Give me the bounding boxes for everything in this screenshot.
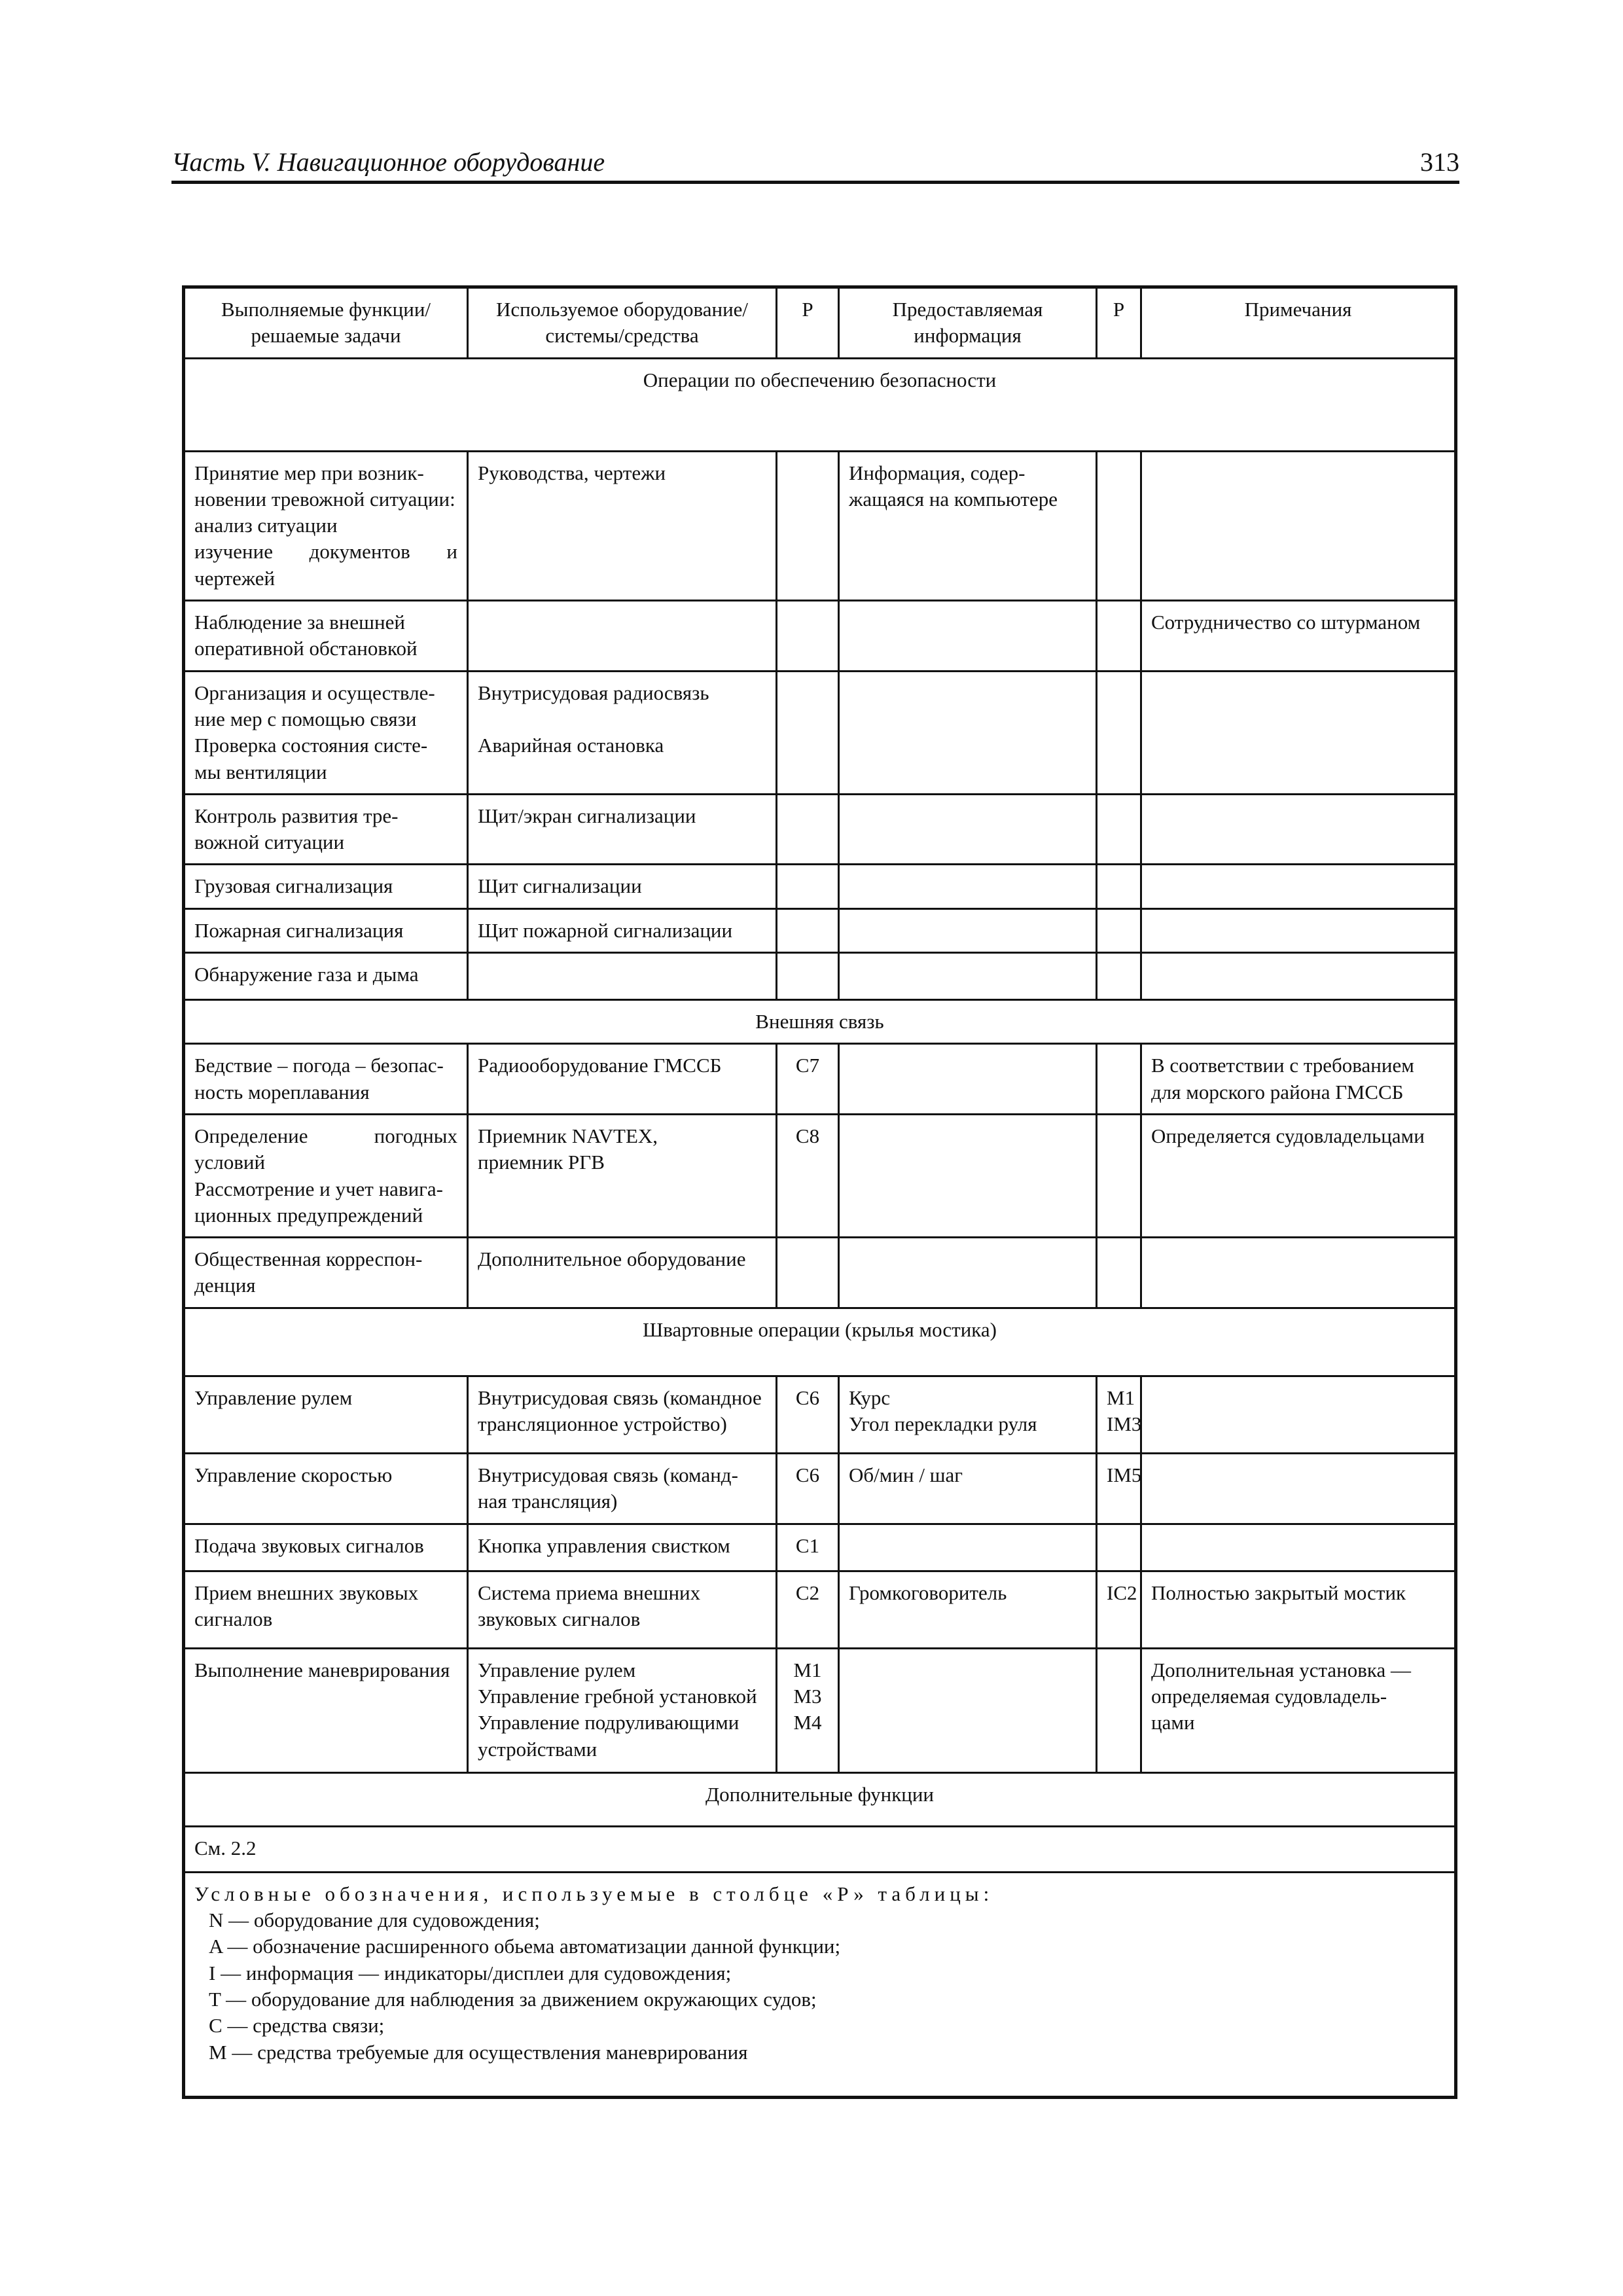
equipment-cell (468, 794, 777, 865)
cell-line: Полностью закрытый мостик (1151, 1581, 1406, 1604)
cell-line: Определение погодных условий (194, 1124, 457, 1174)
equipment-cell (468, 1453, 777, 1524)
cell-line: Дополнительное оборудование (478, 1247, 746, 1271)
information-cell (839, 1524, 1097, 1571)
equipment-cell (468, 451, 777, 600)
information-cell (839, 1648, 1097, 1772)
information-cell (839, 1571, 1097, 1648)
p-equipment-cell (777, 1571, 839, 1648)
p-information-cell (1097, 1114, 1141, 1237)
cell-line: ность мореплавания (194, 1080, 370, 1103)
note-cell (1141, 865, 1456, 908)
reference-row (184, 1826, 1456, 1872)
legend-item: C — средства связи; (209, 2014, 385, 2037)
section-mooring-title: Швартовные операции (крылья мостика) (184, 1308, 1456, 1376)
table-row (184, 794, 1456, 865)
section-additional-title: Дополнительные функции (184, 1772, 1456, 1826)
cell-line: жащаяся на компьютере (849, 487, 1058, 511)
function-cell (184, 671, 468, 794)
function-cell (184, 1114, 468, 1237)
table-row (184, 953, 1456, 1000)
p-information-cell (1097, 908, 1141, 952)
cell-line: Контроль развития тре- (194, 804, 399, 827)
equipment-cell (468, 1114, 777, 1237)
cell-line: Информация, содер- (849, 461, 1026, 484)
cell-line: Организация и осуществле- (194, 681, 435, 704)
information-cell (839, 953, 1097, 1000)
cell-line: Управление скоростью (194, 1463, 393, 1486)
note-cell (1141, 1238, 1456, 1308)
cell-line: Внутрисудовая радиосвязь (478, 681, 709, 704)
header-functions (184, 287, 468, 359)
note-cell (1141, 451, 1456, 600)
information-cell (839, 1114, 1097, 1237)
note-cell (1141, 1524, 1456, 1571)
p-equipment-cell (777, 1044, 839, 1115)
function-cell (184, 1453, 468, 1524)
table-row (184, 1114, 1456, 1237)
header-p-equipment (777, 287, 839, 359)
cell-line: Прием внешних звуковых (194, 1581, 419, 1604)
p-equipment-cell (777, 1453, 839, 1524)
cell-line: Бедствие – погода – безопас- (194, 1054, 444, 1077)
table-row (184, 1238, 1456, 1308)
information-cell (839, 1376, 1097, 1453)
p-information-cell (1097, 601, 1141, 672)
cell-line: Управление рулем (194, 1386, 353, 1409)
function-cell (184, 1648, 468, 1772)
note-cell (1141, 1114, 1456, 1237)
function-cell (184, 1044, 468, 1115)
section-additional (184, 1772, 1456, 1826)
cell-line: ная трансляция) (478, 1490, 618, 1513)
cell-line: Система приема внешних (478, 1581, 701, 1604)
cell-line: ционных предупреждений (194, 1203, 423, 1227)
table-body (184, 358, 1456, 2097)
legend-item: M — средства требуемые для осуществления маневрирования (209, 2040, 748, 2064)
cell-line: Внутрисудовая связь (команд- (478, 1463, 738, 1486)
section-mooring (184, 1308, 1456, 1376)
header-p-information (1097, 287, 1141, 359)
note-cell (1141, 601, 1456, 672)
p-information-cell (1097, 1648, 1141, 1772)
p-equipment-cell (777, 601, 839, 672)
p-information-cell (1097, 1524, 1141, 1571)
cell-line: Примечания (1244, 298, 1352, 321)
header-equipment (468, 287, 777, 359)
cell-line: Проверка состояния систе- (194, 734, 428, 757)
cell-line: анализ ситуации (194, 514, 338, 537)
cell-line: Щит пожарной сигнализации (478, 918, 733, 942)
legend (184, 1872, 1456, 2097)
note-cell (1141, 908, 1456, 952)
section-safety (184, 358, 1456, 451)
legend-title: Условные обозначения, используемые в столбце «Р» таблицы: (194, 1882, 994, 1905)
note-cell (1141, 1571, 1456, 1648)
equipment-cell (468, 865, 777, 908)
legend-item: T — оборудование для наблюдения за движением окружающих судов; (209, 1987, 817, 2011)
legend-item: I — информация — индикаторы/дисплеи для судовождения; (209, 1961, 732, 1984)
table-row (184, 1453, 1456, 1524)
cell-line: Определяется судовладельцами (1151, 1124, 1425, 1147)
cell-line: C1 (795, 1534, 820, 1557)
table-row (184, 601, 1456, 672)
cell-line: изучение документов и чертежей (194, 540, 457, 590)
function-cell (184, 865, 468, 908)
cell-line: Внутрисудовая связь (командное (478, 1386, 762, 1409)
equipment-cell (468, 953, 777, 1000)
note-cell (1141, 1376, 1456, 1453)
cell-line: C6 (795, 1463, 820, 1486)
note-cell (1141, 1648, 1456, 1772)
cell-line: устройствами (478, 1737, 597, 1761)
cell-line: Выполняемые функции/ (221, 298, 431, 321)
cell-line: информация (914, 324, 1022, 348)
cell-line: Аварийная остановка (478, 734, 664, 757)
cell-line: Сотрудничество со штурманом (1151, 611, 1421, 634)
equipment-cell (468, 1376, 777, 1453)
information-cell (839, 794, 1097, 865)
cell-line: цами (1151, 1711, 1195, 1734)
cell-line: Обнаружение газа и дыма (194, 963, 419, 986)
table-row (184, 671, 1456, 794)
p-information-cell (1097, 953, 1141, 1000)
cell-line: P (1113, 298, 1125, 321)
cell-line: Щит/экран сигнализации (478, 804, 696, 827)
p-equipment-cell (777, 865, 839, 908)
information-cell (839, 1044, 1097, 1115)
section-safety-title: Операции по обеспечению безопасности (184, 358, 1456, 451)
p-information-cell (1097, 1044, 1141, 1115)
cell-line: Дополнительная установка — (1151, 1658, 1412, 1681)
information-cell (839, 671, 1097, 794)
p-equipment-cell (777, 1376, 839, 1453)
p-information-cell (1097, 1571, 1141, 1648)
p-equipment-cell (777, 1524, 839, 1571)
legend-list (194, 1907, 1445, 2066)
p-information-cell (1097, 671, 1141, 794)
information-cell (839, 865, 1097, 908)
cell-line: ние мер с помощью связи (194, 707, 417, 730)
equipment-cell (468, 1648, 777, 1772)
cell-line: Выполнение маневрирования (194, 1658, 450, 1681)
equipment-cell (468, 1571, 777, 1648)
header-information (839, 287, 1097, 359)
table-row (184, 865, 1456, 908)
function-cell (184, 1524, 468, 1571)
table-row (184, 1376, 1456, 1453)
p-information-cell (1097, 1238, 1141, 1308)
p-equipment-cell (777, 953, 839, 1000)
p-equipment-cell (777, 1114, 839, 1237)
p-equipment-cell (777, 671, 839, 794)
cell-line: трансляционное устройство) (478, 1412, 727, 1436)
function-cell (184, 1376, 468, 1453)
navigation-functions-table (182, 285, 1457, 2099)
information-cell (839, 908, 1097, 952)
cell-line: M3 (793, 1685, 822, 1708)
p-information-cell (1097, 794, 1141, 865)
function-cell (184, 451, 468, 600)
cell-line: Принятие мер при возник- (194, 461, 424, 484)
function-cell (184, 1238, 468, 1308)
information-cell (839, 1238, 1097, 1308)
cell-line: Руководства, чертежи (478, 461, 666, 484)
section-external (184, 1000, 1456, 1044)
cell-line: звуковых сигналов (478, 1607, 641, 1631)
note-cell (1141, 1453, 1456, 1524)
cell-line: Подача звуковых сигналов (194, 1534, 424, 1557)
cell-line: Управление гребной установкой (478, 1685, 757, 1708)
p-equipment-cell (777, 794, 839, 865)
p-information-cell (1097, 1453, 1141, 1524)
cell-line: Управление подруливающими (478, 1711, 740, 1734)
cell-line: Общественная корреспон- (194, 1247, 423, 1271)
cell-line: Об/мин / шаг (849, 1463, 963, 1486)
equipment-cell (468, 1524, 777, 1571)
table-header-row (184, 287, 1456, 359)
section-external-title: Внешняя связь (184, 1000, 1456, 1044)
p-information-cell (1097, 451, 1141, 600)
note-cell (1141, 1044, 1456, 1115)
equipment-cell (468, 671, 777, 794)
note-cell (1141, 794, 1456, 865)
equipment-cell (468, 1238, 777, 1308)
page-number: 313 (1420, 147, 1459, 177)
cell-line: В соответствии с требованием (1151, 1054, 1414, 1077)
legend-row (184, 1872, 1456, 2097)
cell-line: определяемая судовладель- (1151, 1685, 1387, 1708)
cell-line: мы вентиляции (194, 760, 327, 783)
cell-line: сигналов (194, 1607, 273, 1631)
note-cell (1141, 953, 1456, 1000)
legend-item: A — обозначение расширенного обьема автоматизации данной функции; (209, 1935, 841, 1958)
cell-line: новении тревожной ситуации: (194, 487, 455, 511)
information-cell (839, 601, 1097, 672)
function-cell (184, 908, 468, 952)
cell-line: Кнопка управления свистком (478, 1534, 730, 1557)
table-row (184, 1044, 1456, 1115)
function-cell (184, 1571, 468, 1648)
cell-line: вожной ситуации (194, 831, 345, 854)
p-information-cell (1097, 1376, 1141, 1453)
cell-line: денция (194, 1274, 256, 1297)
p-equipment-cell (777, 451, 839, 600)
p-equipment-cell (777, 1238, 839, 1308)
cell-line: Пожарная сигнализация (194, 918, 404, 942)
cell-line: Предоставляемая (892, 298, 1043, 321)
cell-line: оперативной обстановкой (194, 637, 418, 660)
table-row (184, 1648, 1456, 1772)
function-cell (184, 794, 468, 865)
cell-line: M1 (793, 1658, 822, 1681)
equipment-cell (468, 908, 777, 952)
note-cell (1141, 671, 1456, 794)
header-notes (1141, 287, 1456, 359)
cell-line: Приемник NAVTEX, (478, 1124, 658, 1147)
function-cell (184, 601, 468, 672)
cell-line: C6 (795, 1386, 820, 1409)
function-cell (184, 953, 468, 1000)
information-cell (839, 1453, 1097, 1524)
cell-line: решаемые задачи (251, 324, 401, 348)
cell-line: M4 (793, 1711, 822, 1734)
p-equipment-cell (777, 1648, 839, 1772)
cell-line: C8 (795, 1124, 820, 1147)
running-title: Часть V. Навигационное оборудование (171, 147, 605, 177)
cell-line: системы/средства (545, 324, 699, 348)
cell-line: Щит сигнализации (478, 874, 642, 898)
cell-line: Используемое оборудование/ (495, 298, 749, 321)
see-reference: См. 2.2 (184, 1826, 1456, 1872)
legend-item: N — оборудование для судовождения; (209, 1909, 540, 1932)
information-cell (839, 451, 1097, 600)
cell-line: Радиооборудование ГМССБ (478, 1054, 722, 1077)
cell-line: C7 (795, 1054, 820, 1077)
cell-line: Рассмотрение и учет навига- (194, 1177, 443, 1200)
cell-line: приемник РГВ (478, 1151, 605, 1174)
p-information-cell (1097, 865, 1141, 908)
equipment-cell (468, 1044, 777, 1115)
cell-line: C2 (795, 1581, 820, 1604)
table-row (184, 1571, 1456, 1648)
cell-line: IM3 (1107, 1412, 1142, 1436)
page-header (171, 143, 1459, 184)
cell-line: M1 (1107, 1386, 1135, 1409)
cell-line: IC2 (1107, 1581, 1137, 1604)
cell-line (478, 706, 766, 732)
cell-line: для морского района ГМССБ (1151, 1080, 1404, 1103)
table-row (184, 1524, 1456, 1571)
cell-line: Громкоговоритель (849, 1581, 1007, 1604)
cell-line: P (802, 298, 813, 321)
equipment-cell (468, 601, 777, 672)
cell-line: Наблюдение за внешней (194, 611, 405, 634)
cell-line: IM5 (1107, 1463, 1142, 1486)
cell-line: Грузовая сигнализация (194, 874, 393, 898)
cell-line: Курс (849, 1386, 891, 1409)
cell-line: Управление рулем (478, 1658, 636, 1681)
table-row (184, 451, 1456, 600)
cell-line: Угол перекладки руля (849, 1412, 1037, 1436)
table-row (184, 908, 1456, 952)
p-equipment-cell (777, 908, 839, 952)
